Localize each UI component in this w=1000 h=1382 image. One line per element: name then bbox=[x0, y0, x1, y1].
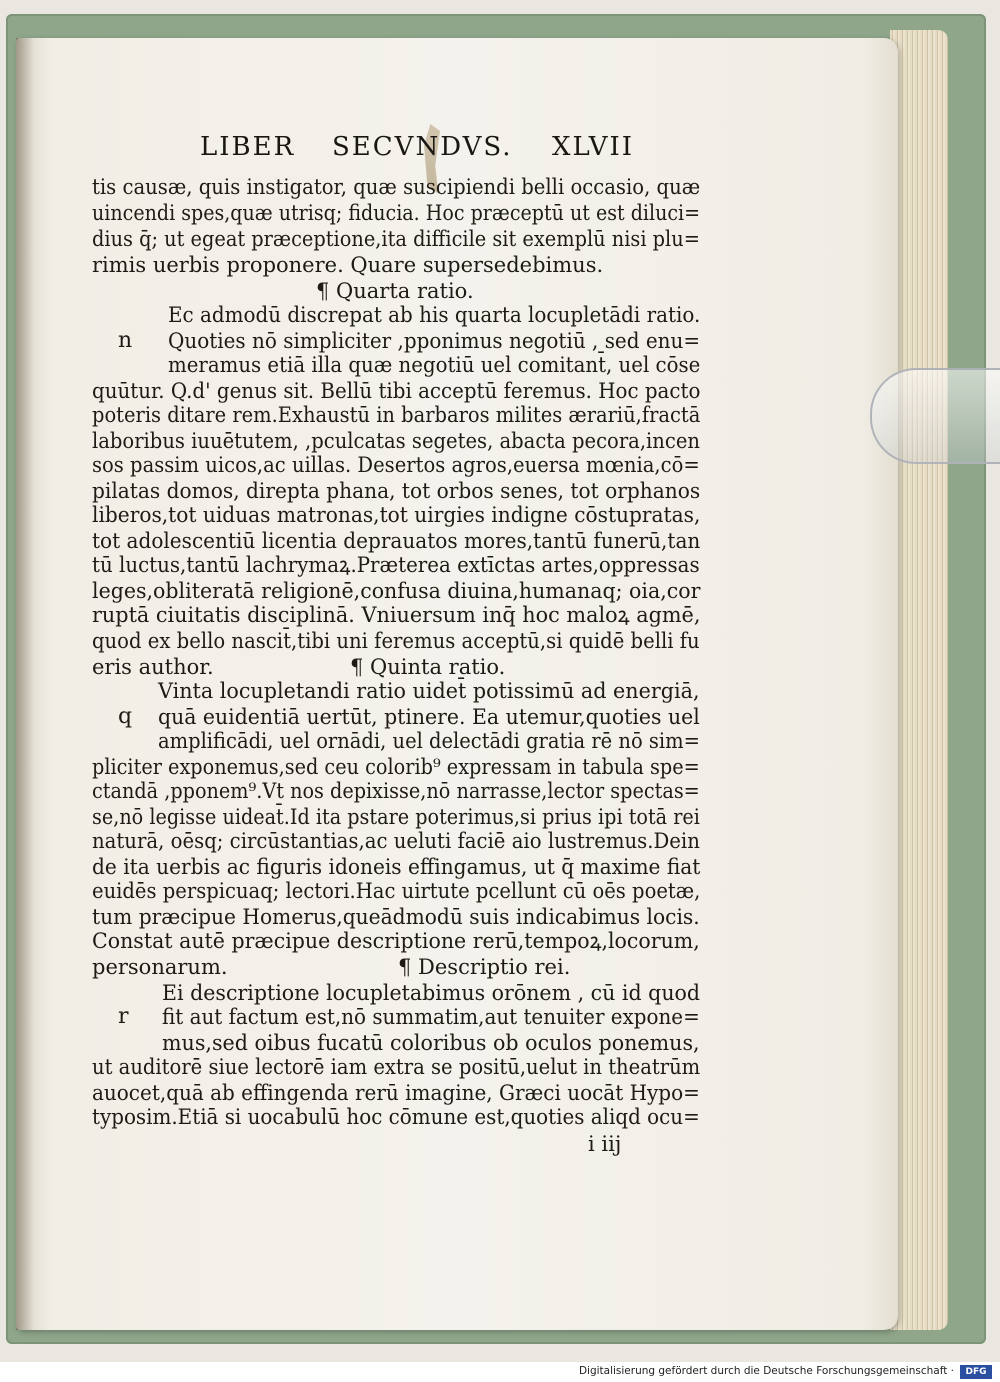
running-head bbox=[200, 132, 640, 172]
page-clip bbox=[870, 368, 1000, 464]
section-heading: ¶ Quarta ratio. bbox=[316, 279, 474, 303]
text-line: Vinta locupletandi ratio uidet̄ potissimū ad energiā, bbox=[158, 679, 700, 703]
text-line: Ec admodū discrepat ab his quarta locupletādi ratio. bbox=[168, 303, 701, 327]
text-line: laboribus iuuētutem, ,pculcatas segetes, abacta pecora,incen bbox=[92, 429, 701, 453]
text-line: tum præcipue Homerus,queādmodū suis indicabimus locis. bbox=[92, 905, 700, 929]
footer-bar bbox=[0, 1362, 1000, 1382]
text-line: quod ex bello nascit̄,tibi uni feremus acceptū,si quidē belli fu bbox=[92, 629, 700, 653]
page-gutter-shadow bbox=[16, 38, 34, 1330]
funding-credit: Digitalisierung gefördert durch die Deutsche Forschungsgemeinschaft · bbox=[578, 1365, 954, 1377]
text-line: tū luctus,tantū lachrymaꝝ.Præterea extīctas artes,oppressas bbox=[92, 553, 700, 577]
text-line: pliciter exponemus,sed ceu colorib⁹ expressam in tabula spe= bbox=[92, 755, 700, 779]
text-line: tot adolescentiū licentia deprauatos mores,tantū funerū,tan bbox=[92, 529, 701, 553]
text-line: eris author. bbox=[92, 655, 214, 679]
text-line: auocet,quā ab effingenda rerū imagine, Græci uocāt Hypo= bbox=[92, 1081, 700, 1105]
text-line: uincendi spes,quæ utrisq; fiducia. Hoc præceptū ut est diluci= bbox=[92, 201, 701, 225]
text-line: se,nō legisse uideat̄.Id ita pstare poterimus,si prius ipi totā rei bbox=[92, 805, 700, 829]
text-line: mus,sed oibus fucatū coloribus ob oculos ponemus, bbox=[162, 1031, 700, 1055]
text-line: quūtur. Q.d' genus sit. Bellū tibi acceptū feremus. Hoc pacto bbox=[92, 379, 701, 403]
text-line: quā euidentiā uertūt, ptinere. Ea utemur,quoties uel bbox=[158, 705, 700, 729]
text-line: amplificādi, uel ornādi, uel delectādi gratia rē nō sim= bbox=[158, 729, 700, 753]
margin-letter: n bbox=[118, 328, 133, 353]
text-line: Constat autē præcipue descriptione rerū,tempoꝝ,locorum, bbox=[92, 929, 700, 953]
running-head-book: LIBER bbox=[200, 132, 296, 162]
text-line: ctandā ,pponem⁹.Vt nos depixisse,nō narrasse,lector spectas= bbox=[92, 779, 700, 803]
text-line: sos passim uicos,ac uillas. Desertos agros,euersa mœnia,cō= bbox=[92, 453, 700, 477]
text-line: liberos,tot uiduas matronas,tot uirgies indigne cōstupratas, bbox=[92, 503, 701, 527]
text-line: rimis uerbis proponere. Quare supersedebimus. bbox=[92, 253, 604, 277]
dfg-logo-icon: DFG bbox=[960, 1365, 992, 1379]
text-line: pilatas domos, direpta phana, tot orbos senes, tot orphanos bbox=[92, 479, 701, 503]
margin-letter: r bbox=[118, 1004, 129, 1029]
text-line: poteris ditare rem.Exhaustū in barbaros milites ærariū,fractā bbox=[92, 403, 701, 427]
text-line: leges,obliteratā religionē,confusa diuina,humanaq; oia,cor bbox=[92, 579, 701, 603]
text-line: Quoties nō simpliciter ,pponimus negotiū , sed enu= bbox=[168, 329, 701, 353]
text-line: Ei descriptione locupletabimus orōnem , cū id quod bbox=[162, 981, 701, 1005]
text-line: ruptā ciuitatis disciplinā. Vniuersum inq̄ hoc maloꝝ agmē, bbox=[92, 603, 701, 627]
text-line: fit aut factum est,nō summatim,aut tenuiter expone= bbox=[162, 1005, 700, 1029]
running-head-title: SECVNDVS. bbox=[332, 132, 513, 162]
section-heading: ¶ Quinta ratio. bbox=[350, 655, 506, 679]
page-edges bbox=[890, 30, 948, 1330]
signature-mark: i iij bbox=[588, 1132, 622, 1156]
text-line: de ita uerbis ac figuris idoneis effingamus, ut q̄ maxime fiat bbox=[92, 855, 701, 879]
margin-letter: q bbox=[118, 704, 133, 729]
text-line: naturā, oēsq; circūstantias,ac ueluti faciē aio lustremus.Dein bbox=[92, 829, 700, 853]
text-line: dius q̄; ut egeat præceptione,ita difficile sit exemplū nisi plu= bbox=[92, 227, 700, 251]
text-line: tis causæ, quis instigator, quæ suscipiendi belli occasio, quæ bbox=[92, 175, 701, 199]
section-heading: ¶ Descriptio rei. bbox=[398, 955, 571, 979]
running-head-folio: XLVII bbox=[552, 132, 635, 162]
text-line: personarum. bbox=[92, 955, 228, 979]
text-line: ut auditorē siue lectorē iam extra se positū,uelut in theatrūm bbox=[92, 1055, 701, 1079]
text-line: typosim.Etiā si uocabulū hoc cōmune est,quoties aliqd ocu= bbox=[92, 1105, 700, 1129]
text-line: meramus etiā illa quæ negotiū uel comitant̄, uel cōse bbox=[168, 353, 701, 377]
text-line: euidēs perspicuaq; lectori.Hac uirtute pcellunt cū oēs poetæ, bbox=[92, 879, 701, 903]
